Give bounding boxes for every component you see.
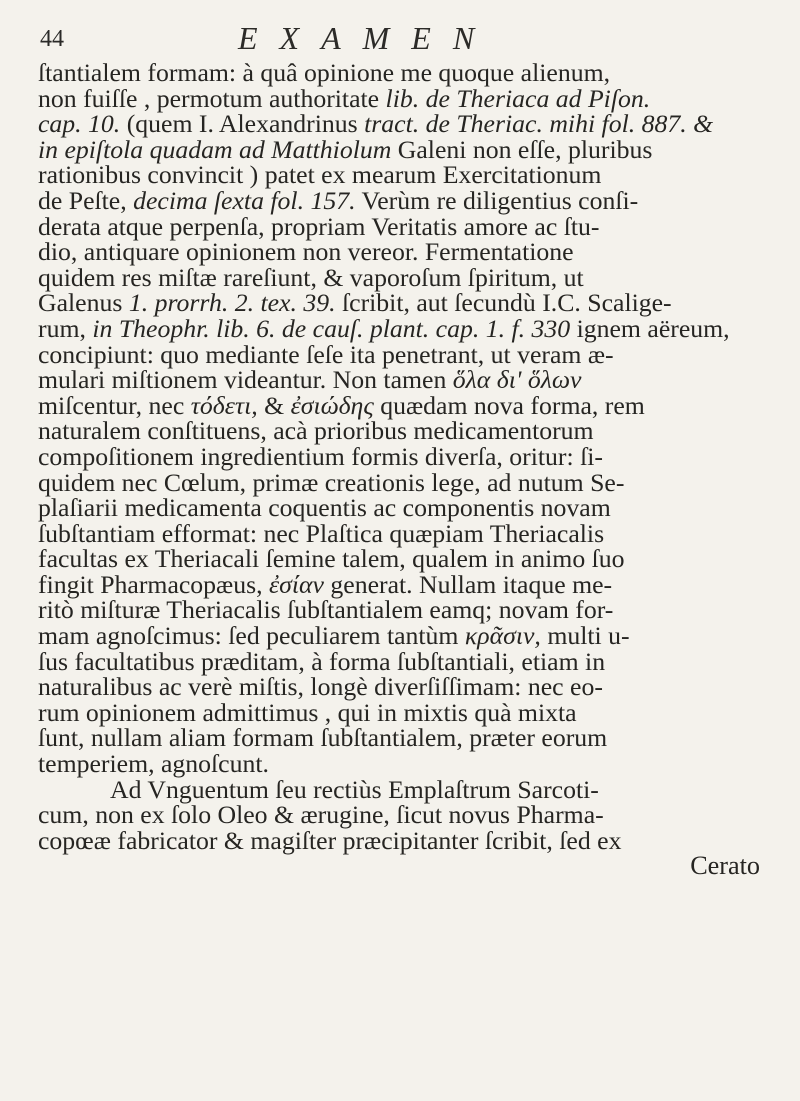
italic-reference: τόδετι,	[190, 390, 258, 420]
text-line	[38, 418, 768, 444]
text-line	[38, 646, 768, 676]
text-run: ſus facultatibus præditam, à forma ſubſtantiali, etiam in	[38, 646, 606, 676]
text-run: ignem aëreum,	[570, 313, 730, 343]
text-run: naturalibus ac verè miſtis, longè diverſiſſimam: nec eo-	[38, 672, 603, 702]
text-run: quædam nova forma, rem	[373, 390, 645, 420]
running-head: EXAMEN	[238, 20, 497, 56]
text-run: dio, antiquare opinionem non vereor. Fermentatione	[38, 237, 574, 267]
text-line	[38, 623, 768, 649]
text-run: multi u-	[540, 621, 630, 651]
body-text	[38, 60, 768, 879]
text-line	[38, 674, 768, 700]
italic-reference: tract. de Theriac. mihi fol. 887. &	[364, 109, 714, 139]
text-run: ſunt, nullam aliam formam ſubſtantialem, præter eorum	[38, 723, 608, 753]
italic-reference: κρᾶσιν,	[464, 621, 541, 651]
text-line	[38, 597, 768, 623]
italic-reference: lib. de Theriaca ad Piſon.	[385, 83, 651, 113]
text-run: de Peſte,	[38, 185, 134, 215]
italic-reference: ἐσίαν	[269, 569, 324, 599]
text-run: ſubſtantiam efformat: nec Plaſtica quæpiam Theriacalis	[38, 518, 605, 548]
italic-reference: in epiſtola quadam ad Matthiolum	[38, 134, 392, 164]
text-line	[38, 185, 768, 215]
italic-reference: in Theophr. lib. 6. de cauſ. plant. cap. 1. f. 330	[92, 313, 571, 343]
text-run: (quem I. Alexandrinus	[120, 109, 365, 139]
text-line	[38, 495, 768, 521]
italic-reference: ἐσιώδης	[290, 390, 374, 420]
text-line	[38, 441, 768, 471]
text-line	[38, 339, 768, 369]
text-line	[38, 853, 768, 879]
text-run: temperiem, agnoſcunt.	[38, 749, 269, 779]
italic-reference: ὅλα δι' ὅλων	[452, 365, 582, 395]
text-line	[38, 211, 768, 241]
text-line	[38, 162, 768, 188]
text-line	[38, 697, 768, 727]
text-line	[38, 111, 768, 137]
text-run: ſcribit, aut ſecundù I.C. Scalige-	[335, 288, 672, 318]
text-run: cum, non ex ſolo Oleo & ærugine, ſicut novus Pharma-	[38, 800, 604, 830]
text-line	[38, 239, 768, 265]
text-line	[38, 134, 768, 164]
page-number: 44	[40, 26, 64, 52]
text-run: facultas ex Theriacali ſemine talem, qualem in animo ſuo	[38, 544, 625, 574]
text-line	[38, 313, 768, 343]
italic-reference: cap. 10.	[38, 109, 121, 139]
text-run: fingit Pharmacopæus,	[38, 569, 270, 599]
text-run: generat. Nullam itaque me-	[323, 569, 613, 599]
text-line	[38, 825, 768, 855]
text-line	[38, 569, 768, 599]
text-run: non fuiſſe , permotum authoritate	[38, 83, 386, 113]
text-line	[38, 290, 768, 316]
italic-reference: 1. prorrh. 2. tex. 39.	[128, 288, 336, 318]
page-header	[40, 18, 760, 58]
text-line	[38, 751, 768, 777]
text-run: mulari miſtionem videantur. Non tamen	[38, 365, 453, 395]
text-run: Verùm re diligentius conſi-	[355, 185, 639, 215]
text-line	[38, 367, 768, 393]
text-run: ſtantialem formam: à quâ opinione me quoque alienum,	[38, 58, 611, 87]
text-line	[38, 390, 768, 420]
text-line	[38, 60, 768, 86]
text-line	[38, 725, 768, 751]
text-run: Galenus	[38, 288, 129, 318]
text-run: compoſitionem ingredientium formis diverſa, oritur: ſi-	[38, 441, 603, 471]
text-run: rum,	[38, 313, 93, 343]
text-run: copœæ fabricator & magiſter præcipitanter ſcribit, ſed ex	[38, 825, 622, 855]
text-run: naturalem conſtituens, acà prioribus medicamentorum	[38, 416, 594, 446]
text-run: derata atque perpenſa, propriam Veritatis amore ac ſtu-	[38, 211, 600, 241]
text-line	[38, 518, 768, 548]
text-run: &	[257, 390, 291, 420]
text-line	[38, 262, 768, 292]
text-run: Cerato	[690, 851, 760, 881]
text-line	[38, 802, 768, 828]
italic-reference: decima ſexta fol. 157.	[133, 185, 356, 215]
text-run: quidem nec Cœlum, primæ creationis lege, ad nutum Se-	[38, 467, 625, 497]
text-run: Ad Vnguentum ſeu rectiùs Emplaſtrum Sarcoti-	[110, 774, 599, 804]
text-line	[38, 83, 768, 113]
text-line	[38, 546, 768, 572]
text-run: rum opinionem admittimus , qui in mixtis quà mixta	[38, 697, 577, 727]
text-line	[38, 774, 768, 804]
text-run: plaſiarii medicamenta coquentis ac componentis novam	[38, 493, 611, 523]
text-run: miſcentur, nec	[38, 390, 191, 420]
text-run: quidem res miſtæ rareſiunt, & vaporoſum ſpiritum, ut	[38, 262, 584, 292]
text-run: concipiunt: quo mediante ſeſe ita penetrant, ut veram æ-	[38, 339, 614, 369]
text-line	[38, 467, 768, 497]
text-run: ritò miſturæ Theriacalis ſubſtantialem eamq; novam for-	[38, 595, 614, 625]
text-run: rationibus convincit ) patet ex mearum Exercitationum	[38, 160, 602, 190]
text-run: Galeni non eſſe, pluribus	[391, 134, 653, 164]
text-run: mam agnoſcimus: ſed peculiarem tantùm	[38, 621, 465, 651]
